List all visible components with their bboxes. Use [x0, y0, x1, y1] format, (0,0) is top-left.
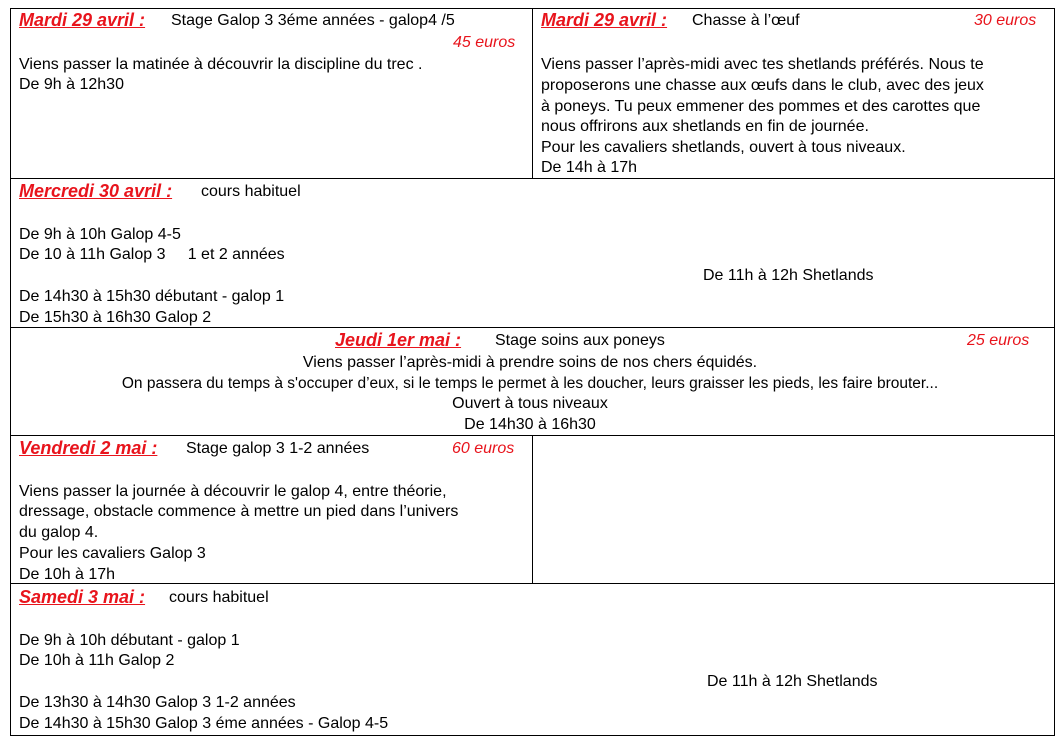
event-text-line: De 9h à 10h débutant - galop 1 [19, 632, 240, 649]
event-text-line: Viens passer la journée à découvrir le galop 4, entre théorie, [19, 483, 447, 500]
event-day: Mardi 29 avril : [19, 10, 146, 30]
event-text-line: Pour les cavaliers Galop 3 [19, 545, 206, 562]
event-price: 25 euros [967, 332, 1030, 349]
event-text-line: On passera du temps à s'occuper d’eux, si le temps le permet à les doucher, leurs graisser les pieds, les faire brouter... [121, 375, 939, 392]
event-text-line: dressage, obstacle commence à mettre un pied dans l’univers [19, 503, 459, 520]
event-title: cours habituel [169, 589, 269, 606]
event-day: Mercredi 30 avril : [19, 181, 173, 201]
event-text-right: De 11h à 12h Shetlands [703, 267, 874, 284]
column-divider [532, 9, 533, 179]
event-title: cours habituel [201, 183, 301, 200]
event-day: Jeudi 1er mai : [335, 330, 462, 350]
event-title: Stage Galop 3 3éme années - galop4 /5 [171, 12, 455, 29]
event-text-line: à poneys. Tu peux emmener des pommes et des carottes que [541, 98, 981, 115]
event-text-line: nous offrirons aux shetlands en fin de journée. [541, 118, 869, 135]
event-price: 60 euros [452, 440, 515, 457]
event-text-line: Viens passer l’après-midi à prendre soins de nos chers équidés. [302, 354, 758, 371]
event-title: Chasse à l’œuf [692, 12, 800, 29]
event-text-line: Viens passer la matinée à découvrir la discipline du trec . [19, 56, 423, 73]
event-text-line: De 15h30 à 16h30 Galop 2 [19, 309, 212, 326]
event-text-line: De 10h à 11h Galop 2 [19, 652, 175, 669]
event-text-line: De 10h à 17h [19, 566, 116, 583]
event-text-line: Viens passer l’après-midi avec tes shetlands préférés. Nous te [541, 56, 984, 73]
event-title: Stage galop 3 1-2 années [186, 440, 370, 457]
event-text-line: Ouvert à tous niveaux [452, 395, 608, 412]
event-text-line: De 13h30 à 14h30 Galop 3 1-2 années [19, 694, 296, 711]
event-text-line: De 9h à 12h30 [19, 76, 124, 93]
event-day: Vendredi 2 mai : [19, 438, 158, 458]
event-text-line: proposerons une chasse aux œufs dans le club, avec des jeux [541, 77, 984, 94]
event-text-right: De 11h à 12h Shetlands [707, 673, 878, 690]
event-title: Stage soins aux poneys [495, 332, 665, 349]
event-price: 45 euros [453, 34, 516, 51]
event-text-line: De 14h à 17h [541, 159, 638, 176]
column-divider [532, 436, 533, 584]
event-text-line: De 14h30 à 15h30 Galop 3 éme années - Galop 4-5 [19, 715, 389, 732]
event-text-line: De 14h30 à 16h30 [464, 416, 596, 433]
event-text-line: du galop 4. [19, 524, 99, 541]
event-price: 30 euros [974, 12, 1037, 29]
event-text-line: De 9h à 10h Galop 4-5 [19, 226, 181, 243]
event-day: Mardi 29 avril : [541, 10, 668, 30]
event-text-line: De 14h30 à 15h30 débutant - galop 1 [19, 288, 285, 305]
event-text-line: De 10 à 11h Galop 3 1 et 2 années [19, 246, 285, 263]
event-text-line: Pour les cavaliers shetlands, ouvert à tous niveaux. [541, 139, 906, 156]
event-day: Samedi 3 mai : [19, 587, 146, 607]
